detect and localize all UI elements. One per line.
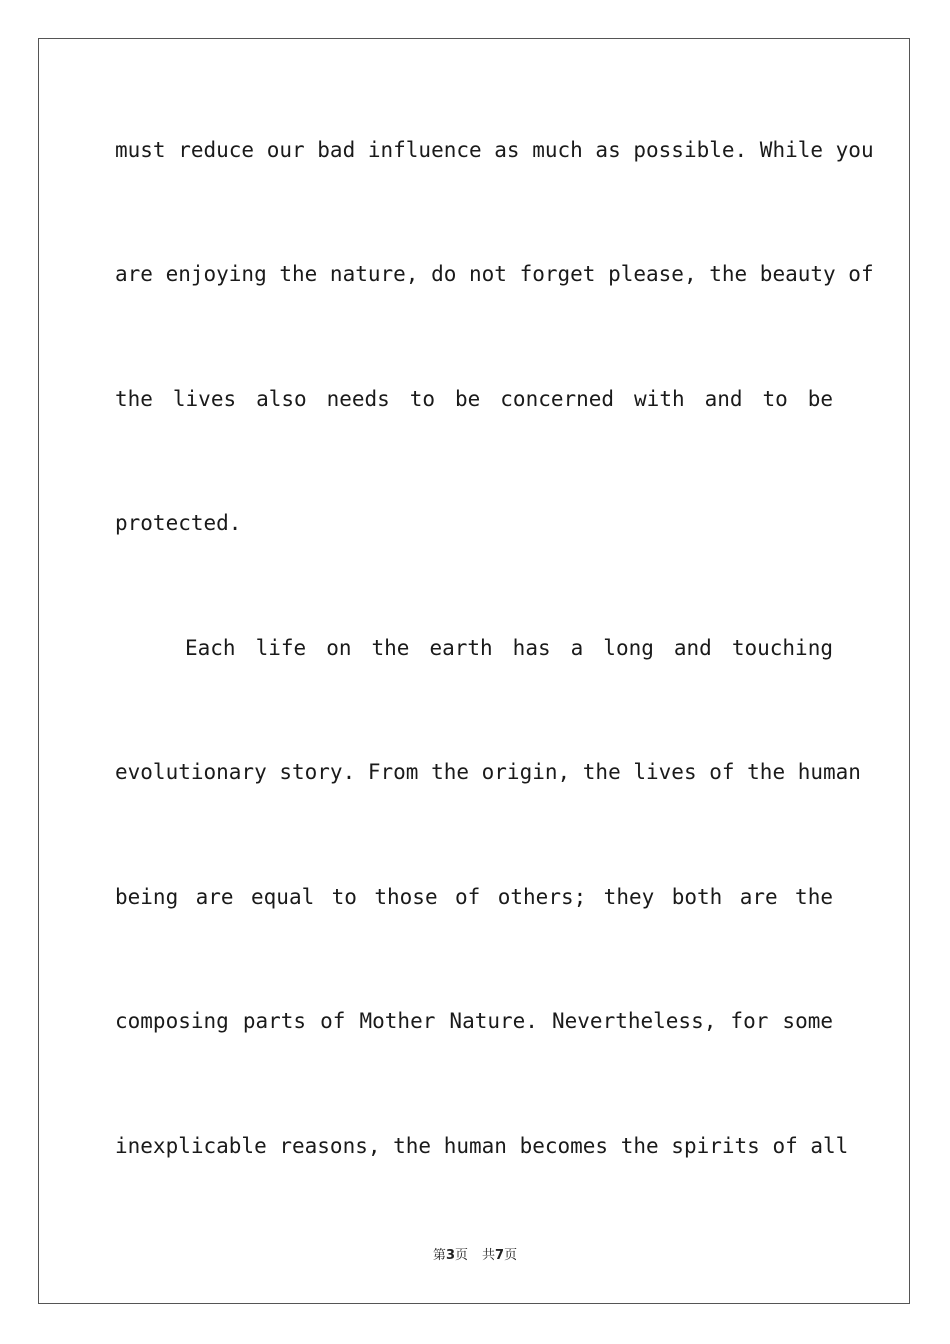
body-line-4: protected. bbox=[115, 511, 242, 535]
footer-total-pages: 7 bbox=[495, 1248, 505, 1263]
footer-page-suffix: 页 bbox=[454, 1248, 468, 1263]
page-frame bbox=[38, 38, 910, 1304]
footer-total-suffix: 页 bbox=[504, 1248, 518, 1263]
body-line-6: evolutionary story. From the origin, the lives of the human bbox=[115, 760, 861, 784]
body-line-3: the lives also needs to be concerned with and to be bbox=[115, 387, 833, 411]
body-line-5-paragraph-start: Each life on the earth has a long and touching bbox=[185, 636, 833, 660]
footer-total-prefix: 共 bbox=[482, 1248, 496, 1263]
footer-page-prefix: 第 bbox=[432, 1248, 446, 1263]
body-line-1: must reduce our bad influence as much as possible. While you bbox=[115, 138, 874, 162]
body-line-9: inexplicable reasons, the human becomes the spirits of all bbox=[115, 1134, 849, 1158]
page-footer bbox=[0, 1247, 950, 1265]
body-line-7: being are equal to those of others; they both are the bbox=[115, 885, 833, 909]
footer-page-number: 3 bbox=[445, 1248, 455, 1263]
body-line-8: composing parts of Mother Nature. Nevertheless, for some bbox=[115, 1009, 833, 1033]
body-line-2: are enjoying the nature, do not forget please, the beauty of bbox=[115, 262, 874, 286]
